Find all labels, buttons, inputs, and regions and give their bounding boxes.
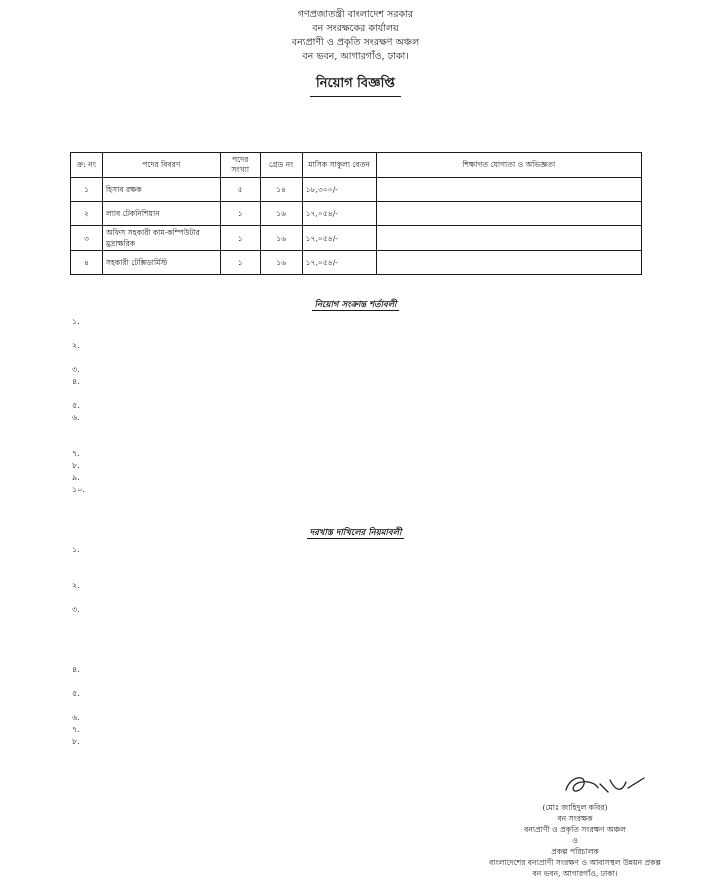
office-name: বন সংরক্ষকের কার্যালয়	[312, 23, 399, 34]
item-number: ১০.	[72, 485, 85, 494]
signer-office: বন্যপ্রাণী ও প্রকৃতি সংরক্ষণ অঞ্চল	[524, 825, 626, 834]
office-header	[150, 8, 561, 64]
office-address: বন ভবন, আগারগাঁও, ঢাকা।	[302, 51, 409, 62]
item-number: ৫.	[72, 689, 80, 698]
list-item	[72, 412, 640, 448]
signer-and: ও	[572, 836, 578, 845]
signer-designation: বন সংরক্ষক	[557, 814, 593, 823]
table-row	[71, 178, 642, 202]
col-header-serial: ক্র: নং	[71, 153, 103, 178]
signer-address: বন ভবন, আগারগাঁও, ঢাকা।	[532, 869, 618, 878]
item-number: ৫.	[72, 401, 80, 410]
item-number: ৪.	[72, 377, 80, 386]
item-number: ২.	[72, 581, 80, 590]
signature-block	[460, 770, 690, 880]
item-number: ৬.	[72, 413, 80, 422]
cell-count: ১	[220, 202, 260, 226]
cell-qualification	[376, 226, 641, 251]
col-header-qualification: শিক্ষাগত যোগ্যতা ও অভিজ্ঞতা	[376, 153, 641, 178]
title-wrap	[0, 72, 711, 97]
list-item	[72, 340, 640, 364]
item-text	[112, 724, 640, 736]
cell-post: সহকারী টেক্সিডার্মিস্ট	[102, 251, 220, 275]
item-text	[112, 688, 640, 712]
item-number: ৩.	[72, 605, 80, 614]
item-number: ১.	[72, 317, 80, 326]
cell-post: অফিস সহকারী কাম-কম্পিউটার মুদ্রাক্ষরিক	[102, 226, 220, 251]
list-item	[72, 364, 640, 376]
list-item	[72, 460, 640, 472]
cell-count: ১	[220, 226, 260, 251]
application-heading	[0, 526, 711, 540]
list-item	[72, 316, 640, 340]
item-number: ৭.	[72, 449, 80, 458]
item-text	[112, 460, 640, 472]
conditions-heading	[0, 298, 711, 312]
posts-table	[70, 152, 642, 275]
cell-serial: ৪	[71, 251, 103, 275]
cell-count: ১	[220, 251, 260, 275]
item-number: ৩.	[72, 365, 80, 374]
list-item	[72, 400, 640, 412]
cell-post: হিসাব রক্ষক	[102, 178, 220, 202]
item-number: ৮.	[72, 461, 80, 470]
signer-name: (মোঃ জাহিদুল কবির)	[542, 803, 608, 812]
item-text	[112, 736, 640, 748]
cell-serial: ৩	[71, 226, 103, 251]
col-header-post: পদের বিবরণ	[102, 153, 220, 178]
cell-post: ল্যাব টেকনিশিয়ান	[102, 202, 220, 226]
zone-name: বন্যপ্রাণী ও প্রকৃতি সংরক্ষণ অঞ্চল	[291, 37, 420, 48]
col-header-count: পদের সংখ্যা	[220, 153, 260, 178]
cell-serial: ১	[71, 178, 103, 202]
list-item	[72, 688, 640, 712]
list-item	[72, 580, 640, 604]
item-text	[112, 316, 640, 340]
notice-title: নিয়োগ বিজ্ঞপ্তি	[310, 74, 401, 97]
col-header-grade: গ্রেড নং	[260, 153, 302, 178]
application-list	[72, 544, 640, 748]
conditions-heading-text: নিয়োগ সংক্রান্ত শর্তাবলী	[312, 300, 400, 311]
cell-qualification	[376, 202, 641, 226]
item-text	[112, 472, 640, 484]
list-item	[72, 724, 640, 736]
list-item	[72, 604, 640, 664]
col-header-salary: মাসিক সাকুল্য বেতন	[302, 153, 376, 178]
cell-salary: ১৭,০৫৪/-	[302, 251, 376, 275]
cell-salary: ১৭,০৫৪/-	[302, 202, 376, 226]
item-number: ৪.	[72, 665, 80, 674]
list-item	[72, 736, 640, 748]
item-text	[112, 340, 640, 364]
item-number: ২.	[72, 341, 80, 350]
cell-grade: ১৬	[260, 251, 302, 275]
list-item	[72, 664, 640, 688]
item-text	[112, 544, 640, 580]
signer-project: বাংলাদেশের বন্যপ্রাণী সংরক্ষণ ও আবাসস্থল উন্নয়ন প্রকল্প	[489, 858, 661, 867]
cell-grade: ১৬	[260, 202, 302, 226]
cell-serial: ২	[71, 202, 103, 226]
list-item	[72, 484, 640, 496]
conditions-list	[72, 316, 640, 496]
item-number: ৯.	[72, 473, 80, 482]
item-text	[112, 664, 640, 688]
list-item	[72, 544, 640, 580]
item-text	[112, 412, 640, 448]
item-number: ১.	[72, 545, 80, 554]
item-number: ৬.	[72, 713, 80, 722]
application-heading-text: দরখাস্ত দাখিলের নিয়মাবলী	[307, 528, 405, 539]
table-header-row	[71, 153, 642, 178]
signer-role: প্রকল্প পরিচালক	[551, 847, 599, 856]
cell-qualification	[376, 251, 641, 275]
cell-qualification	[376, 178, 641, 202]
item-text	[112, 712, 640, 724]
list-item	[72, 472, 640, 484]
cell-grade: ১৬	[260, 226, 302, 251]
item-text	[112, 448, 640, 460]
handwritten-signature	[560, 770, 650, 800]
item-text	[112, 604, 640, 664]
list-item	[72, 376, 640, 400]
item-number: ৮.	[72, 737, 80, 746]
item-text	[112, 376, 640, 400]
table-row	[71, 251, 642, 275]
item-number: ৭.	[72, 725, 80, 734]
item-text	[112, 400, 640, 412]
cell-grade: ১৪	[260, 178, 302, 202]
list-item	[72, 712, 640, 724]
table-row	[71, 202, 642, 226]
cell-salary: ১৮,৩০০/-	[302, 178, 376, 202]
item-text	[112, 484, 640, 496]
cell-salary: ১৭,০৫৪/-	[302, 226, 376, 251]
table-row	[71, 226, 642, 251]
item-text	[112, 580, 640, 604]
list-item	[72, 448, 640, 460]
item-text	[112, 364, 640, 376]
govt-name: গণপ্রজাতন্ত্রী বাংলাদেশ সরকার	[297, 9, 414, 20]
cell-count: ৫	[220, 178, 260, 202]
